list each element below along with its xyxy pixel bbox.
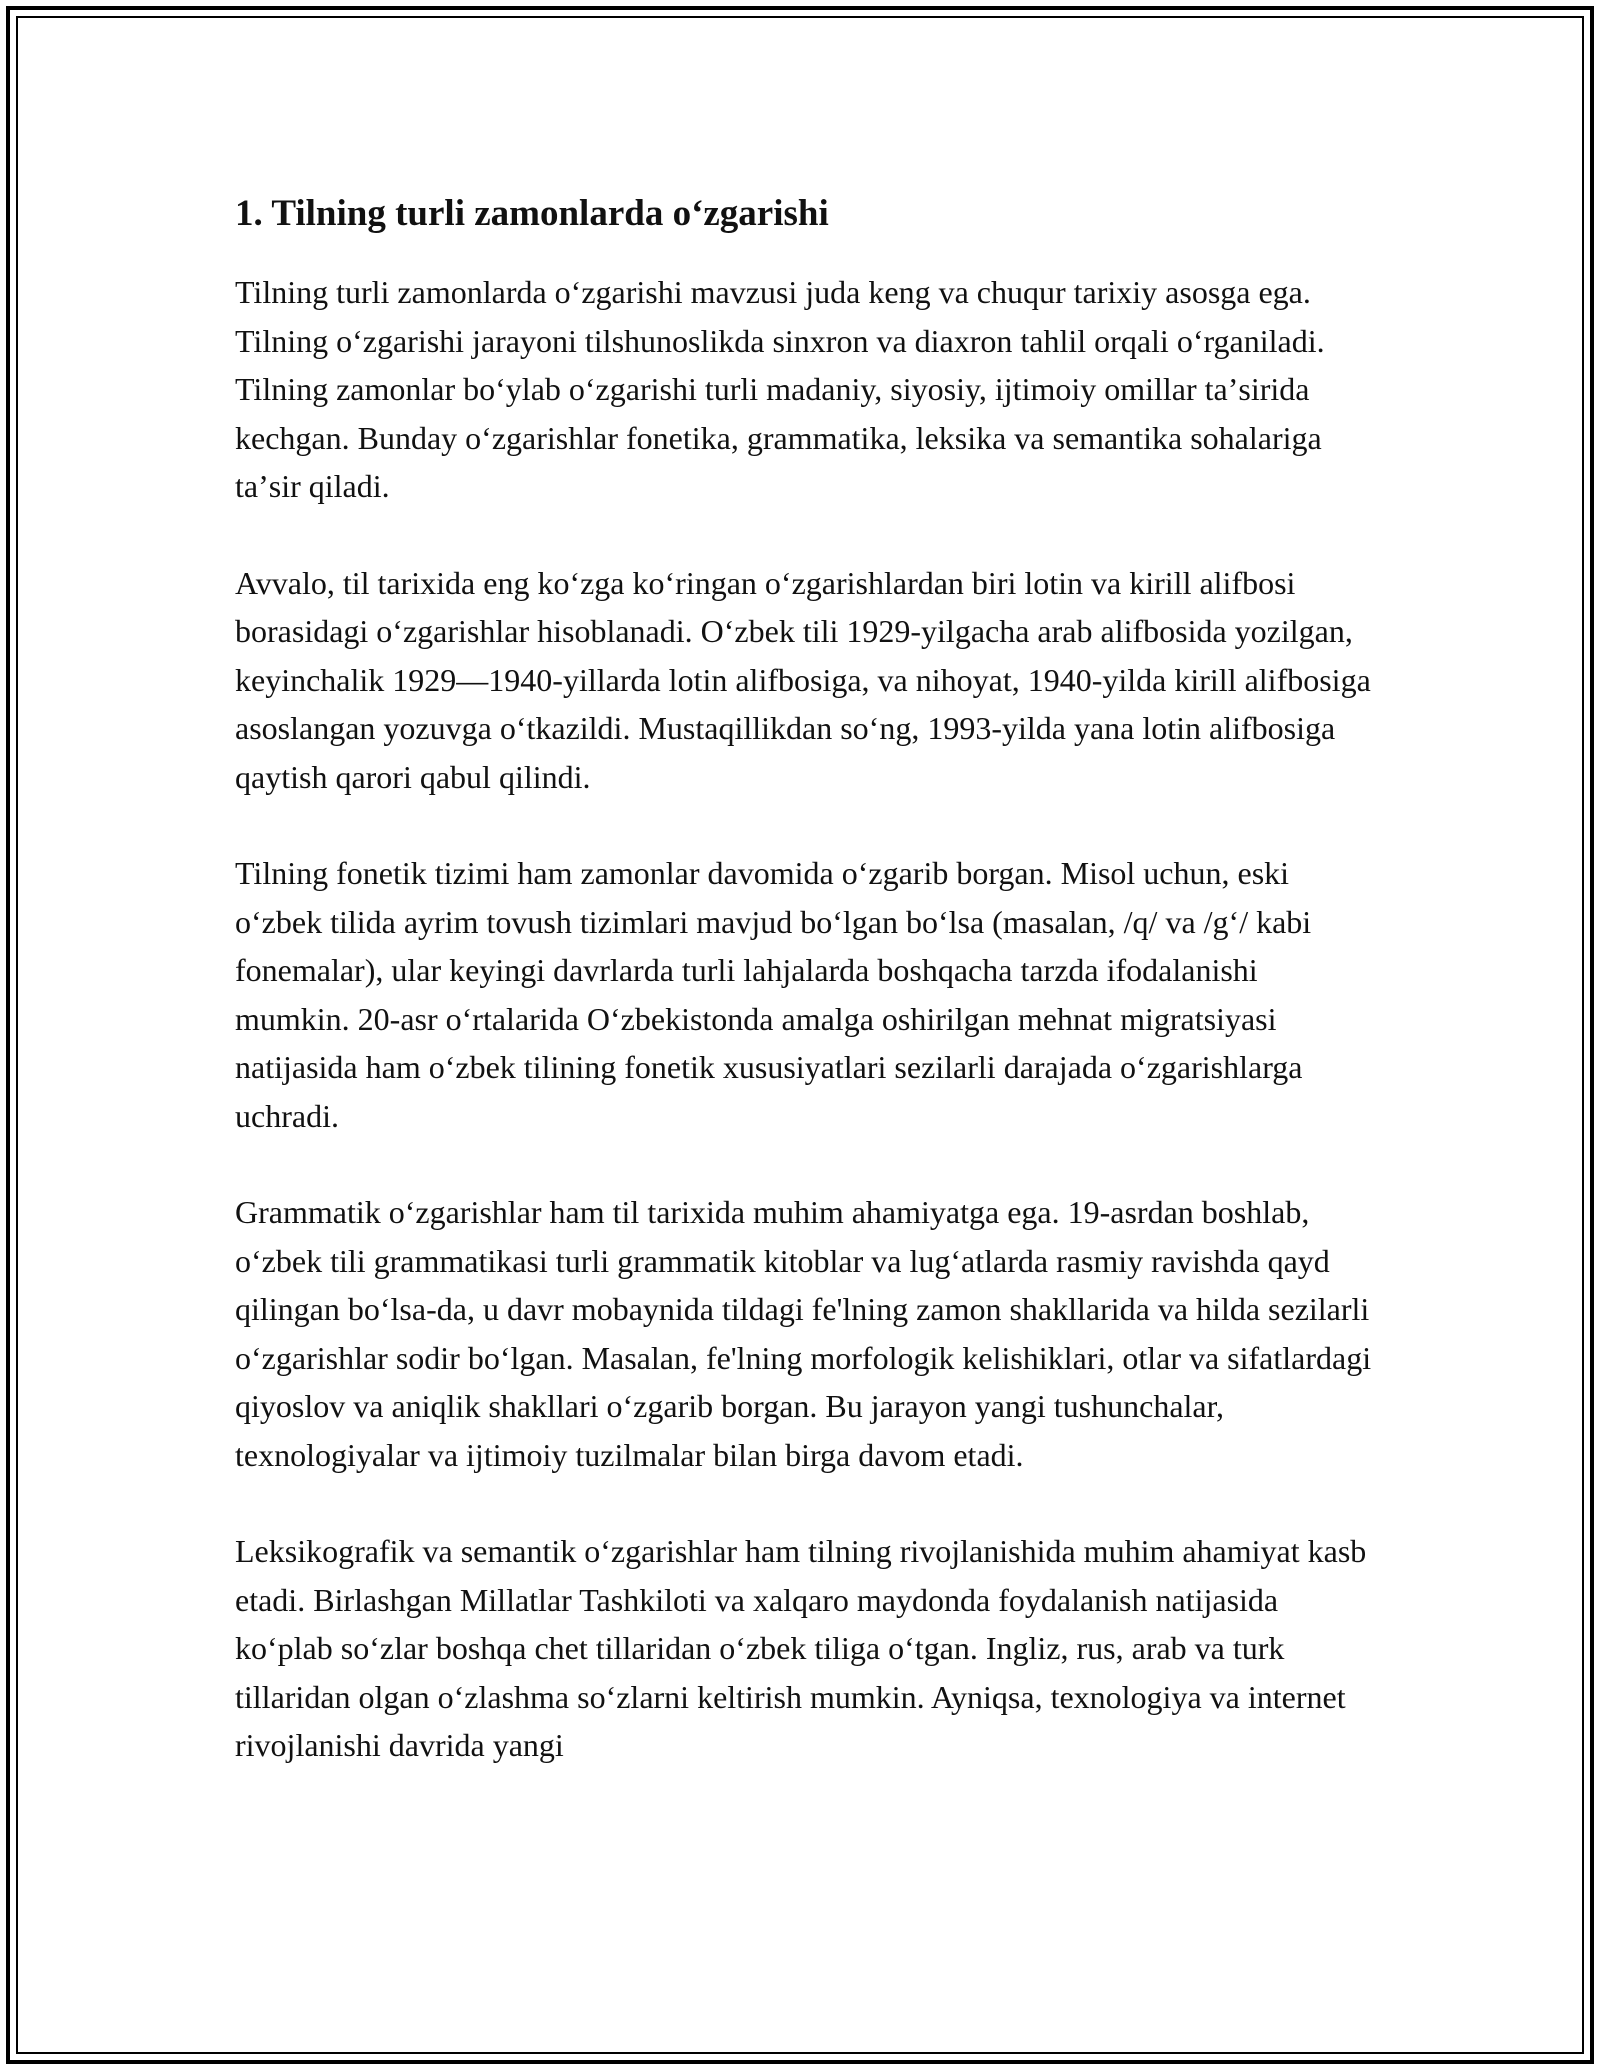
document-body: [235, 188, 1375, 1770]
paragraph-4: Grammatik oʻzgarishlar ham til tarixida muhim ahamiyatga ega. 19-asrdan boshlab, oʻzbek tili grammatikasi turli grammatik kitoblar va lugʻatlarda rasmiy ravishda qayd qilingan boʻlsa-da, u davr mobaynida tildagi fe'lning zamon shakllarida va hilda sezilarli oʻzgarishlar sodir boʻlgan. Masalan, fe'lning morfologik kelishiklari, otlar va sifatlardagi qiyoslov va aniqlik shakllari oʻzgarib borgan. Bu jarayon yangi tushunchalar, texnologiyalar va ijtimoiy tuzilmalar bilan birga davom etadi.: [235, 1194, 1372, 1473]
paragraph-1: Tilning turli zamonlarda oʻzgarishi mavzusi juda keng va chuqur tarixiy asosga ega. Tilning oʻzgarishi jarayoni tilshunoslikda sinxron va diaxron tahlil orqali oʻrganiladi. Tilning zamonlar boʻylab oʻzgarishi turli madaniy, siyosiy, ijtimoiy omillar taʼsirida kechgan. Bunday oʻzgarishlar fonetika, grammatika, leksika va semantika sohalariga taʼsir qiladi.: [235, 274, 1325, 504]
paragraph-2: Avvalo, til tarixida eng koʻzga koʻringan oʻzgarishlardan biri lotin va kirill alifbosi borasidagi oʻzgarishlar hisoblanadi. Oʻzbek tili 1929-yilgacha arab alifbosida yozilgan, keyinchalik 1929—1940-yillarda lotin alifbosiga, va nihoyat, 1940-yilda kirill alifbosiga asoslangan yozuvga oʻtkazildi. Mustaqillikdan soʻng, 1993-yilda yana lotin alifbosiga qaytish qarori qabul qilindi.: [235, 564, 1371, 795]
paragraph-3: Tilning fonetik tizimi ham zamonlar davomida oʻzgarib borgan. Misol uchun, eski oʻzbek tilida ayrim tovush tizimlari mavjud boʻlgan boʻlsa (masalan, /q/ va /gʻ/ kabi fonemalar), ular keyingi davrlarda turli lahjalarda boshqacha tarzda ifodalanishi mumkin. 20-asr oʻrtalarida Oʻzbekistonda amalga oshirilgan mehnat migratsiyasi natijasida ham oʻzbek tilining fonetik xususiyatlari sezilarli darajada oʻzgarishlarga uchradi.: [235, 855, 1312, 1134]
section-heading: 1. Tilning turli zamonlarda oʻzgarishi: [235, 193, 829, 234]
paragraph-5: Leksikografik va semantik oʻzgarishlar ham tilning rivojlanishida muhim ahamiyat kasb etadi. Birlashgan Millatlar Tashkiloti va xalqaro maydonda foydalanish natijasida koʻplab soʻzlar boshqa chet tillaridan oʻzbek tiliga oʻtgan. Ingliz, rus, arab va turk tillaridan olgan oʻzlashma soʻzlarni keltirish mumkin. Ayniqsa, texnologiya va internet rivojlanishi davrida yangi: [235, 1533, 1367, 1763]
